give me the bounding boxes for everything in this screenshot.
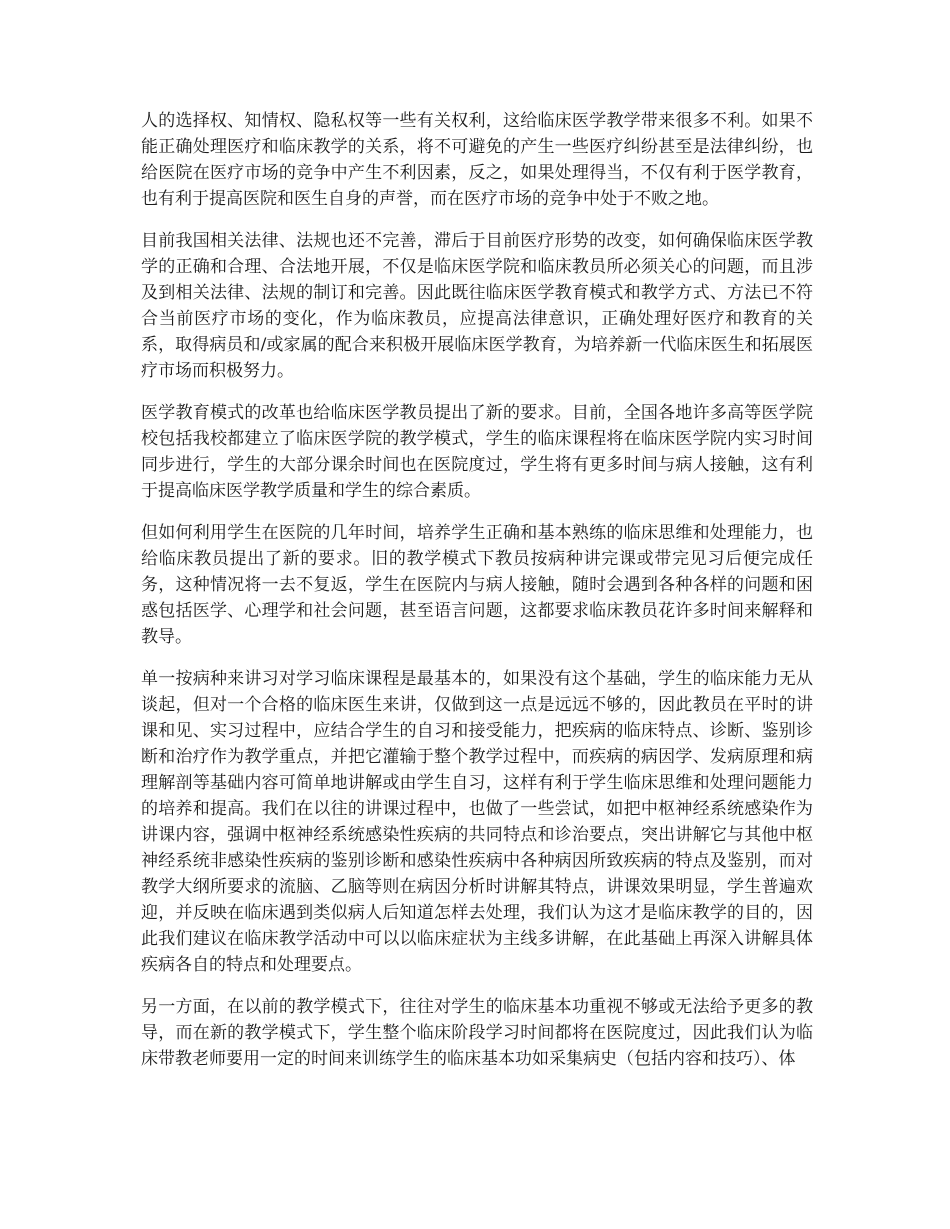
paragraph-2: 目前我国相关法律、法规也还不完善，滞后于目前医疗形势的改变，如何确保临床医学教学的正确和合理、合法地开展，不仅是临床医学院和临床教员所必须关心的问题，而且涉及到相关法律、法规的制订和完善。因此既往临床医学教育模式和教学方式、方法已不符合当前医疗市场的变化，作为临床教员，应提高法律意识，正确处理好医疗和教育的关系，取得病员和/或家属的配合来积极开展临床医学教育，为培养新一代临床医生和拓展医疗市场而积极努力。 [141, 231, 813, 381]
paragraph-3: 医学教育模式的改革也给临床医学教员提出了新的要求。目前，全国各地许多高等医学院校包括我校都建立了临床医学院的教学模式，学生的临床课程将在临床医学院内实习时间同步进行，学生的大部分课余时间也在医院度过，学生将有更多时间与病人接触，这有利于提高临床医学教学质量和学生的综合素质。 [141, 403, 813, 501]
paragraph-6: 另一方面，在以前的教学模式下，往往对学生的临床基本功重视不够或无法给予更多的教导，而在新的教学模式下，学生整个临床阶段学习时间都将在医院度过，因此我们认为临床带教老师要用一定的时间来训练学生的临床基本功如采集病史（包括内容和技巧）、体 [141, 997, 813, 1069]
paragraph-4: 但如何利用学生在医院的几年时间，培养学生正确和基本熟练的临床思维和处理能力，也给临床教员提出了新的要求。旧的教学模式下教员按病种讲完课或带完见习后便完成任务，这种情况将一去不复返，学生在医院内与病人接触，随时会遇到各种各样的问题和困惑包括医学、心理学和社会问题，甚至语言问题，这都要求临床教员花许多时间来解释和教导。 [141, 523, 813, 647]
paragraph-1: 人的选择权、知情权、隐私权等一些有关权利，这给临床医学教学带来很多不利。如果不能正确处理医疗和临床教学的关系，将不可避免的产生一些医疗纠纷甚至是法律纠纷，也给医院在医疗市场的竞争中产生不利因素，反之，如果处理得当，不仅有利于医学教育，也有利于提高医院和医生自身的声誉，而在医疗市场的竞争中处于不败之地。 [141, 111, 813, 209]
paragraph-5: 单一按病种来讲习对学习临床课程是最基本的，如果没有这个基础，学生的临床能力无从谈起，但对一个合格的临床医生来讲，仅做到这一点是远远不够的，因此教员在平时的讲课和见、实习过程中，应结合学生的自习和接受能力，把疾病的临床特点、诊断、鉴别诊断和治疗作为教学重点，并把它灌输于整个教学过程中，而疾病的病因学、发病原理和病理解剖等基础内容可简单地讲解或由学生自习，这样有利于学生临床思维和处理问题能力的培养和提高。我们在以往的讲课过程中，也做了一些尝试，如把中枢神经系统感染作为讲课内容，强调中枢神经系统感染性疾病的共同特点和诊治要点，突出讲解它与其他中枢神经系统非感染性疾病的鉴别诊断和感染性疾病中各种病因所致疾病的特点及鉴别，而对教学大纲所要求的流脑、乙脑等则在病因分析时讲解其特点，讲课效果明显，学生普遍欢迎，并反映在临床遇到类似病人后知道怎样去处理，我们认为这才是临床教学的目的，因此我们建议在临床教学活动中可以以临床症状为主线多讲解，在此基础上再深入讲解具体疾病各自的特点和处理要点。 [141, 669, 813, 975]
document-body [141, 108, 813, 1088]
